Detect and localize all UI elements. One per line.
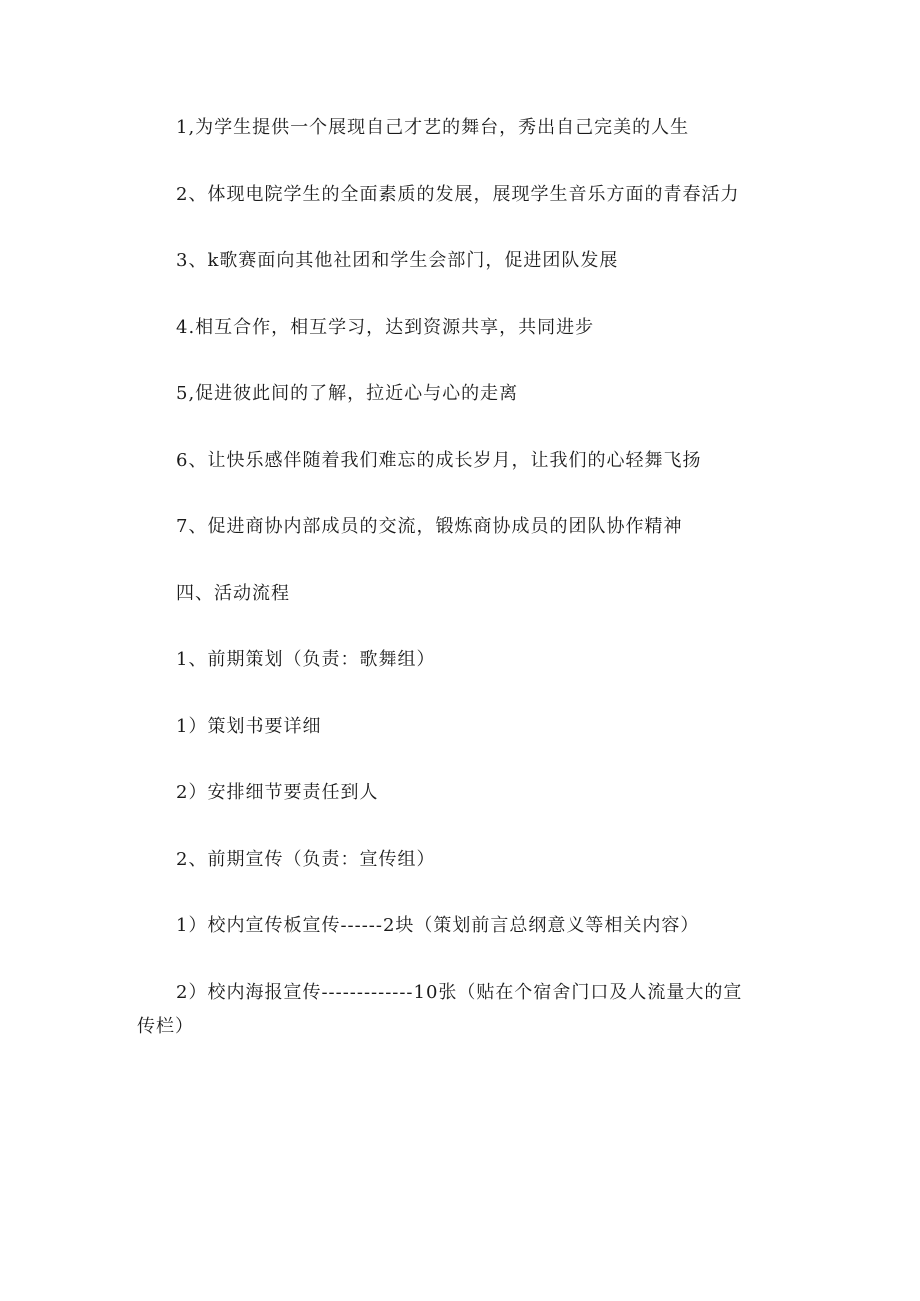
goal-line-5: 5,促进彼此间的了解，拉近心与心的走离	[176, 383, 519, 404]
goal-line-6: 6、让快乐感伴随着我们难忘的成长岁月，让我们的心轻舞飞扬	[176, 450, 702, 471]
step-publicity-item-1: 1）校内宣传板宣传------2块（策划前言总纲意义等相关内容）	[176, 915, 700, 936]
step-planning: 1、前期策划（负责：歌舞组）	[176, 649, 436, 670]
goal-line-2: 2、体现电院学生的全面素质的发展，展现学生音乐方面的青春活力	[176, 184, 740, 205]
step-planning-item-1: 1）策划书要详细	[176, 716, 322, 737]
step-planning-item-2: 2）安排细节要责任到人	[176, 782, 379, 803]
step-publicity-item-2: 2）校内海报宣传-------------10张（贴在个宿舍门口及人流量大的宣传栏）	[137, 982, 743, 1037]
goal-line-4: 4.相互合作，相互学习，达到资源共享，共同进步	[176, 317, 595, 338]
goal-line-1: 1,为学生提供一个展现自己才艺的舞台，秀出自己完美的人生	[176, 117, 690, 138]
goal-line-7: 7、促进商协内部成员的交流，锻炼商协成员的团队协作精神	[176, 516, 683, 537]
goal-line-3: 3、k歌赛面向其他社团和学生会部门，促进团队发展	[176, 250, 619, 271]
step-publicity: 2、前期宣传（负责：宣传组）	[176, 849, 436, 870]
section-heading: 四、活动流程	[176, 583, 290, 604]
